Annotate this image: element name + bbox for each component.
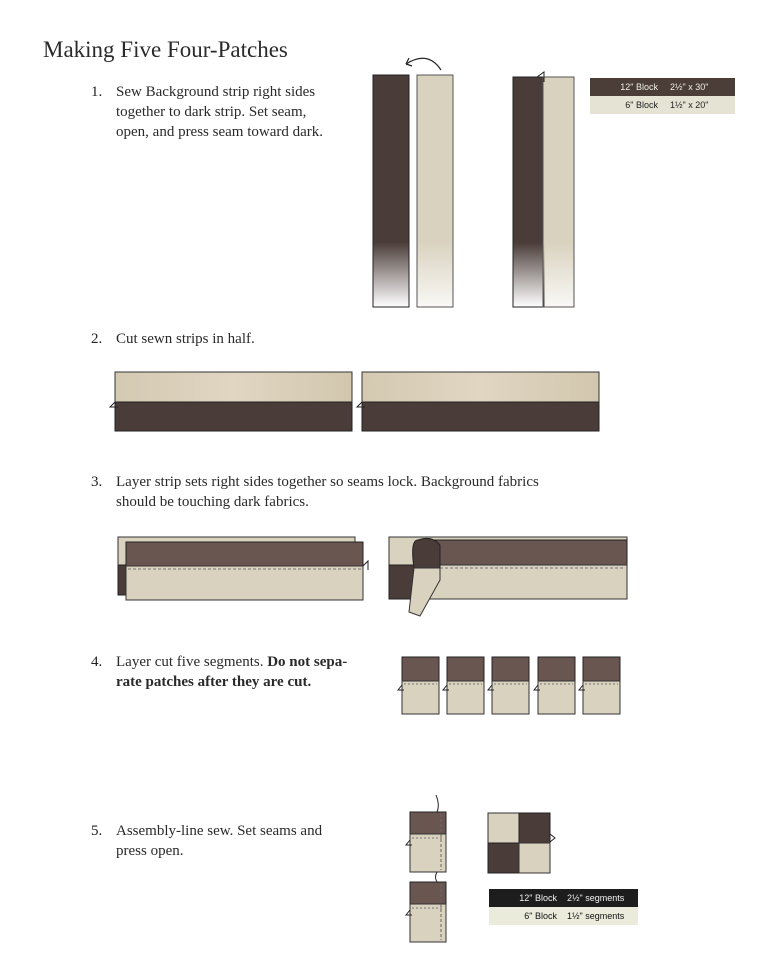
strip-size-table <box>590 78 735 114</box>
segment-1-light <box>402 681 439 714</box>
block-size-cell: 6" Block <box>524 911 557 921</box>
flip-arrow-icon <box>406 58 441 70</box>
segment-5-light <box>583 681 620 714</box>
segment-size-cell: 1½" segments <box>567 911 625 921</box>
table-row <box>489 907 638 925</box>
step-3-layered-strips <box>118 537 627 616</box>
thread-icon <box>436 795 438 812</box>
segment-2-dark <box>447 657 484 681</box>
front-strip-light <box>126 566 363 600</box>
background-strip-sewn <box>543 77 574 307</box>
front-strip-dark <box>126 542 363 566</box>
front-strip-dark-2 <box>418 540 627 566</box>
segment-1-dark <box>402 657 439 681</box>
step-3-line-2: should be touching dark fabrics. <box>116 494 309 510</box>
four-patch-bottom-right <box>519 843 550 873</box>
segment-5-dark <box>583 657 620 681</box>
step-1-line-3: open, and press seam toward dark. <box>116 124 324 140</box>
step-4-line-1-bold: Do not sepa- <box>267 654 348 670</box>
step-1-line-1: Sew Background strip right sides <box>116 84 316 100</box>
step-4-five-segments <box>398 657 620 714</box>
four-patch-bottom-left <box>488 843 519 873</box>
background-strip <box>417 75 453 307</box>
folded-corner-dark <box>413 538 440 568</box>
dark-strip <box>373 75 409 307</box>
strip-half-1-light <box>115 372 352 402</box>
step-1-number: 1. <box>91 84 103 100</box>
step-2-line-1: Cut sewn strips in half. <box>116 331 255 347</box>
table-row <box>590 78 735 96</box>
front-strip-light-2 <box>418 565 627 599</box>
thread-icon <box>436 872 438 882</box>
segment-size-table <box>489 889 638 925</box>
block-size-cell: 12" Block <box>519 893 557 903</box>
step-2-number: 2. <box>91 331 103 347</box>
table-row <box>590 96 735 114</box>
step-2-cut-strips <box>110 372 599 431</box>
page-title: Making Five Four-Patches <box>43 37 288 62</box>
strip-half-2-light <box>362 372 599 402</box>
segment-3-dark <box>492 657 529 681</box>
segment-4-light <box>538 681 575 714</box>
strip-half-1-dark <box>115 402 352 431</box>
seam-allowance-icon <box>550 834 555 842</box>
step-1-separate-strips <box>373 58 453 307</box>
table-row <box>489 889 638 907</box>
strip-size-cell: 2½" x 30" <box>670 82 709 92</box>
segment-2-light <box>447 681 484 714</box>
step-4-number: 4. <box>91 654 103 670</box>
four-patch-top-left <box>488 813 519 843</box>
seam-allowance-icon <box>363 561 368 570</box>
block-size-cell: 12" Block <box>620 82 658 92</box>
step-4-line-2-bold: rate patches after they are cut. <box>116 674 312 690</box>
four-patch-top-right <box>519 813 550 843</box>
step-3-line-1: Layer strip sets right sides together so seams lock. Background fabrics <box>116 474 539 490</box>
segment-4-dark <box>538 657 575 681</box>
segment-size-cell: 2½" segments <box>567 893 625 903</box>
block-size-cell: 6" Block <box>625 100 658 110</box>
step-5-line-1: Assembly-line sew. Set seams and <box>116 823 323 839</box>
step-1-sewn-strip-set <box>513 72 574 307</box>
segment-3-light <box>492 681 529 714</box>
step-5-line-2: press open. <box>116 843 184 859</box>
strip-size-cell: 1½" x 20" <box>670 100 709 110</box>
step-1-line-2: together to dark strip. Set seam, <box>116 104 307 120</box>
strip-half-2-dark <box>362 402 599 431</box>
step-3-number: 3. <box>91 474 103 490</box>
step-4-line-1-regular: Layer cut five segments. <box>116 654 268 670</box>
step-5-number: 5. <box>91 823 103 839</box>
dark-strip-sewn <box>513 77 544 307</box>
